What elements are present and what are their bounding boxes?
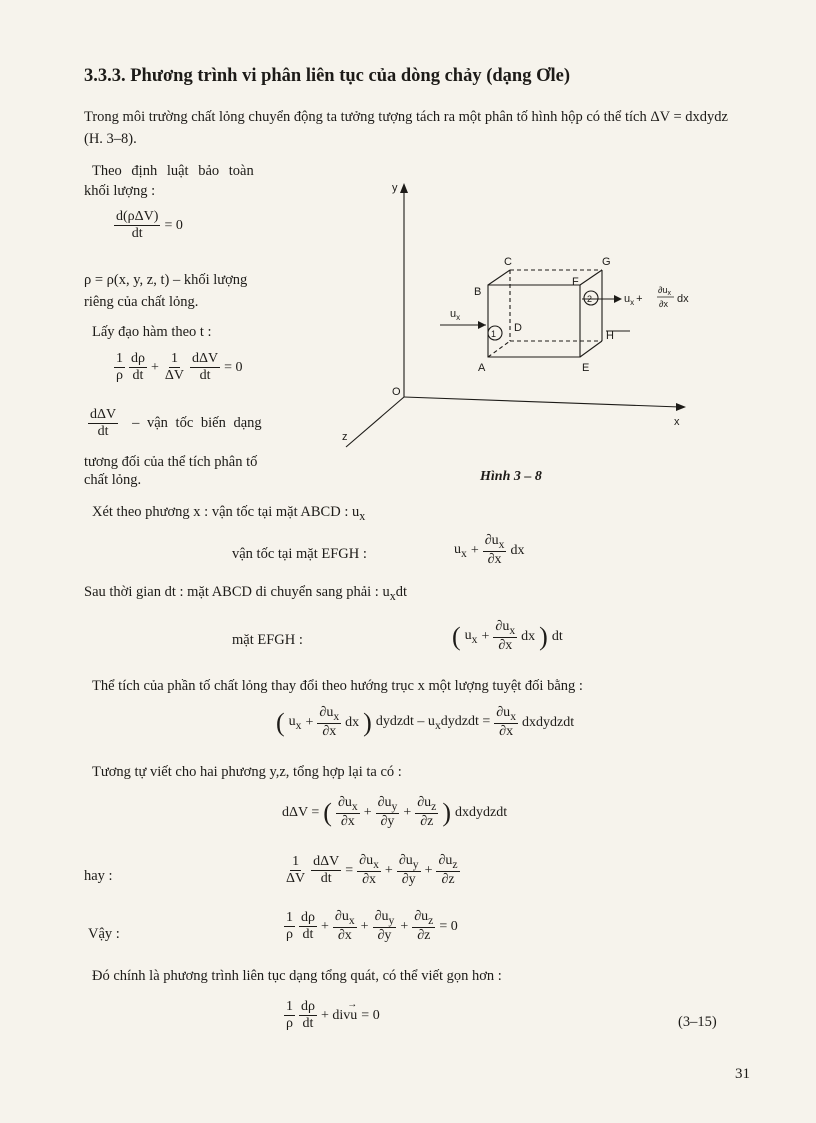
num: ∂u	[334, 909, 349, 924]
derivative-label: Lấy đạo hàm theo t :	[92, 324, 212, 340]
duy-dy	[373, 910, 397, 943]
rate-text-3: chất lỏng.	[84, 472, 142, 488]
mass-derivative-den: dt	[131, 225, 143, 241]
hay-equation	[284, 854, 460, 887]
num: ∂u	[374, 909, 389, 924]
den: ρ	[116, 367, 123, 383]
equals-zero: = 0	[224, 359, 243, 375]
intro-text: Trong môi trường chất lỏng chuyển động ta tưởng tượng tách ra một phân tố hình hộp có thể tích ΔV = dxdydz (H. 3–8).	[84, 109, 728, 147]
den: ∂z	[417, 928, 431, 944]
after-dt-tail: dt	[395, 584, 408, 600]
du-dx	[483, 534, 507, 567]
num-sub: x	[348, 913, 355, 927]
plus: +	[403, 804, 412, 820]
tail: dxdydzdt	[522, 714, 575, 730]
mass-derivative-num: d(ρΔV)	[116, 209, 159, 224]
num-sub: x	[351, 799, 358, 813]
x-arrowhead	[676, 403, 686, 411]
den: ∂y	[380, 814, 395, 830]
u: u	[288, 713, 296, 729]
den: ρ	[286, 926, 293, 942]
efgh-velocity-label: vận tốc tại mặt EFGH :	[232, 546, 367, 562]
plus: +	[363, 804, 372, 820]
u-sub: x	[295, 718, 302, 732]
rate-definition	[88, 408, 262, 439]
num-sub: x	[509, 623, 516, 637]
label-face-2: 2	[587, 294, 593, 304]
label-d: D	[514, 322, 522, 334]
num: ∂u	[414, 909, 429, 924]
num-sub: z	[428, 913, 434, 927]
den: ∂y	[377, 928, 392, 944]
plus-sign: +	[151, 359, 159, 375]
plus: +	[424, 862, 433, 878]
num: 1	[170, 351, 178, 366]
conclusion-text: Đó chính là phương trình liên tục dạng tổng quát, có thể viết gọn hơn :	[92, 968, 502, 984]
equation-number: (3–15)	[678, 1014, 717, 1030]
den: ΔV	[286, 870, 306, 886]
num: dρ	[131, 351, 145, 366]
similarly-text: Tương tự viết cho hai phương y,z, tổng hợp lại ta có :	[92, 764, 402, 780]
x-abcd-sub: x	[359, 508, 366, 523]
den: ∂y	[401, 872, 416, 888]
label-ux2-tail: dx	[677, 293, 689, 305]
num-sub: x	[510, 709, 517, 723]
num-main: ∂u	[658, 285, 668, 295]
label-a: A	[478, 362, 486, 374]
duz-dz	[415, 796, 438, 829]
y-arrowhead	[400, 183, 408, 193]
plus: +	[321, 918, 329, 934]
u: u	[464, 627, 472, 643]
x-direction-line	[92, 502, 365, 526]
final-equation	[284, 1000, 380, 1031]
label-g: G	[602, 256, 611, 268]
figure-caption: Hình 3 – 8	[480, 469, 542, 484]
continuity-step-equation	[114, 352, 243, 383]
edge-ad	[488, 341, 510, 357]
lhs: dΔV =	[282, 804, 320, 820]
ux-main: u	[450, 308, 457, 320]
close-paren: )	[539, 621, 548, 651]
mid2: dydzdt =	[440, 713, 491, 729]
vay-equation	[284, 910, 458, 943]
plus: +	[400, 918, 409, 934]
vay-label: Vậy :	[88, 926, 120, 942]
label-h: H	[606, 330, 614, 342]
u-sub: x	[461, 546, 467, 560]
den: ΔV	[164, 367, 185, 383]
label-f: F	[572, 276, 579, 288]
label-e: E	[582, 362, 590, 374]
num: ∂u	[438, 853, 453, 868]
den: dt	[302, 1015, 314, 1031]
frac-drho-dt	[299, 1000, 317, 1031]
x-axis	[404, 397, 680, 407]
efgh-move-expr	[452, 620, 563, 653]
du-dx-2	[494, 706, 518, 739]
ux-sub: x	[456, 313, 461, 322]
equals: =	[345, 862, 354, 878]
du-dx	[493, 620, 517, 653]
den: ρ	[286, 1015, 293, 1031]
rate-text-1: – vận tốc biến dạng	[132, 415, 262, 432]
num: ∂u	[337, 795, 352, 810]
num-sub: x	[373, 857, 379, 871]
rate-text-2: tương đối của thể tích phân tố	[84, 454, 258, 470]
num: dΔV	[313, 854, 340, 870]
outflow-arrowhead	[614, 295, 622, 303]
num-sub: z	[452, 857, 458, 871]
tail: dx	[510, 542, 525, 558]
dux-dx	[336, 796, 360, 829]
plus: +	[384, 862, 393, 878]
after-dt-line	[84, 582, 407, 606]
num: dΔV	[90, 407, 117, 422]
label-ux	[450, 308, 460, 322]
num: ∂u	[377, 795, 392, 810]
close-paren: )	[442, 797, 452, 827]
label-y: y	[392, 182, 398, 194]
rho-def-line-2: riêng của chất lỏng.	[84, 294, 199, 310]
open-paren: (	[452, 621, 461, 651]
num-sub: z	[431, 799, 437, 813]
label-c: C	[504, 256, 512, 268]
u: u	[454, 541, 461, 557]
equals-zero: = 0	[439, 918, 458, 934]
num-sub: y	[412, 857, 419, 871]
den: ∂z	[420, 814, 434, 830]
ux2-plus: +	[636, 293, 643, 305]
mid: dydzdt – u	[375, 713, 435, 729]
dux-dx	[357, 854, 381, 887]
open-paren: (	[323, 797, 332, 827]
frac-ddv-dt	[190, 352, 220, 383]
plus: +	[305, 714, 314, 730]
sum-equation	[282, 796, 507, 829]
duz-dz	[436, 854, 459, 887]
num-sub: x	[498, 537, 505, 551]
du-dx	[317, 706, 341, 739]
den: ∂x	[498, 638, 513, 654]
hay-label: hay :	[84, 868, 113, 884]
den: dt	[97, 423, 109, 439]
num: ∂u	[495, 619, 510, 634]
dux-dx	[333, 910, 357, 943]
label-ux2-num	[658, 285, 671, 297]
num-sub: x	[667, 290, 671, 297]
frac-1-rho	[114, 352, 125, 383]
rate-fraction	[88, 408, 118, 439]
num: ∂u	[417, 795, 432, 810]
label-x: x	[674, 416, 680, 428]
vector-arrow: →	[347, 998, 358, 1010]
duy-dy	[397, 854, 421, 887]
duz-dz	[412, 910, 435, 943]
den: ∂x	[362, 872, 376, 888]
label-o: O	[392, 386, 401, 398]
num-sub: y	[388, 913, 395, 927]
den: dt	[302, 926, 314, 942]
after-dt-text: Sau thời gian dt : mặt ABCD di chuyển sang phải : u	[84, 584, 390, 600]
figure-3-8	[320, 175, 740, 505]
ux2-main: u	[624, 293, 631, 305]
num: ∂u	[496, 705, 511, 720]
plus: +	[481, 628, 490, 644]
frac-1-dv	[163, 352, 186, 383]
den: ∂x	[340, 814, 355, 830]
equals-zero: = 0	[361, 1007, 380, 1023]
frac-drho-dt	[299, 911, 317, 942]
mass-derivative-rhs: = 0	[164, 217, 183, 233]
plus: +	[470, 542, 479, 558]
num: dρ	[301, 910, 315, 926]
num: dρ	[301, 999, 315, 1014]
label-face-1: 1	[491, 329, 497, 339]
after-dt-sub: x	[389, 588, 396, 603]
x-abcd-text: Xét theo phương x : vận tốc tại mặt ABCD : u	[92, 504, 360, 520]
label-ux2	[624, 293, 643, 307]
law-line-2: khối lượng :	[84, 183, 156, 199]
den: dt	[199, 367, 211, 383]
frac-1-rho	[284, 911, 295, 942]
frac-1-rho	[284, 1000, 295, 1031]
num: ∂u	[319, 705, 334, 720]
mid-sub: x	[434, 718, 441, 732]
num-sub: y	[391, 799, 398, 813]
intro-paragraph	[84, 106, 744, 150]
box-front-face	[488, 285, 580, 357]
num: ∂u	[484, 533, 499, 548]
num-sub: x	[333, 709, 340, 723]
num: ∂u	[398, 853, 413, 868]
den: ∂z	[441, 872, 455, 888]
dx: dx	[345, 714, 360, 730]
rho-def-line-1: ρ = ρ(x, y, z, t) – khối lượng	[84, 272, 248, 288]
den: dt	[320, 870, 332, 886]
dx: dx	[521, 628, 536, 644]
num: 1	[292, 854, 300, 870]
tail: dxdydzdt	[455, 804, 508, 820]
ux2-sub: x	[630, 298, 635, 307]
inflow-arrowhead	[478, 321, 486, 329]
u-sub: x	[471, 632, 478, 646]
edge-eh	[580, 341, 602, 357]
den: ∂x	[487, 552, 502, 568]
tail: dt	[551, 628, 563, 644]
edge-bc	[488, 270, 510, 285]
frac-drho-dt	[129, 352, 147, 383]
mass-derivative-fraction	[114, 210, 160, 241]
section-heading: 3.3.3. Phương trình vi phân liên tục của dòng chảy (dạng Ơle)	[84, 66, 570, 86]
mass-derivative-equation	[114, 210, 183, 241]
num: dΔV	[192, 351, 219, 366]
div-term: + divu	[321, 1007, 358, 1023]
num: ∂u	[359, 853, 374, 868]
den: ∂x	[322, 724, 337, 740]
volume-change-text: Thể tích của phần tố chất lỏng thay đổi theo hướng trục x một lượng tuyệt đối bằng :	[92, 678, 583, 694]
num: 1	[286, 999, 293, 1014]
num: 1	[116, 351, 123, 366]
efgh-move-label: mặt EFGH :	[232, 632, 303, 648]
label-ux2-den: ∂x	[659, 299, 668, 309]
edge-fg	[580, 270, 602, 285]
close-paren: )	[363, 707, 372, 737]
plus: +	[360, 918, 369, 934]
frac-ddv-dt	[311, 855, 341, 886]
open-paren: (	[276, 707, 285, 737]
frac-1-dv	[284, 855, 307, 886]
den: ∂x	[499, 724, 514, 740]
page-number: 31	[735, 1066, 750, 1082]
duy-dy	[376, 796, 400, 829]
label-z: z	[342, 431, 348, 443]
den: ∂x	[337, 928, 352, 944]
label-b: B	[474, 286, 482, 298]
efgh-velocity-expr	[454, 534, 524, 567]
volume-change-equation	[276, 706, 574, 739]
law-line-1: Theo định luật bảo toàn	[92, 163, 254, 179]
num: 1	[286, 910, 293, 926]
den: dt	[132, 367, 144, 383]
z-axis	[346, 397, 404, 447]
